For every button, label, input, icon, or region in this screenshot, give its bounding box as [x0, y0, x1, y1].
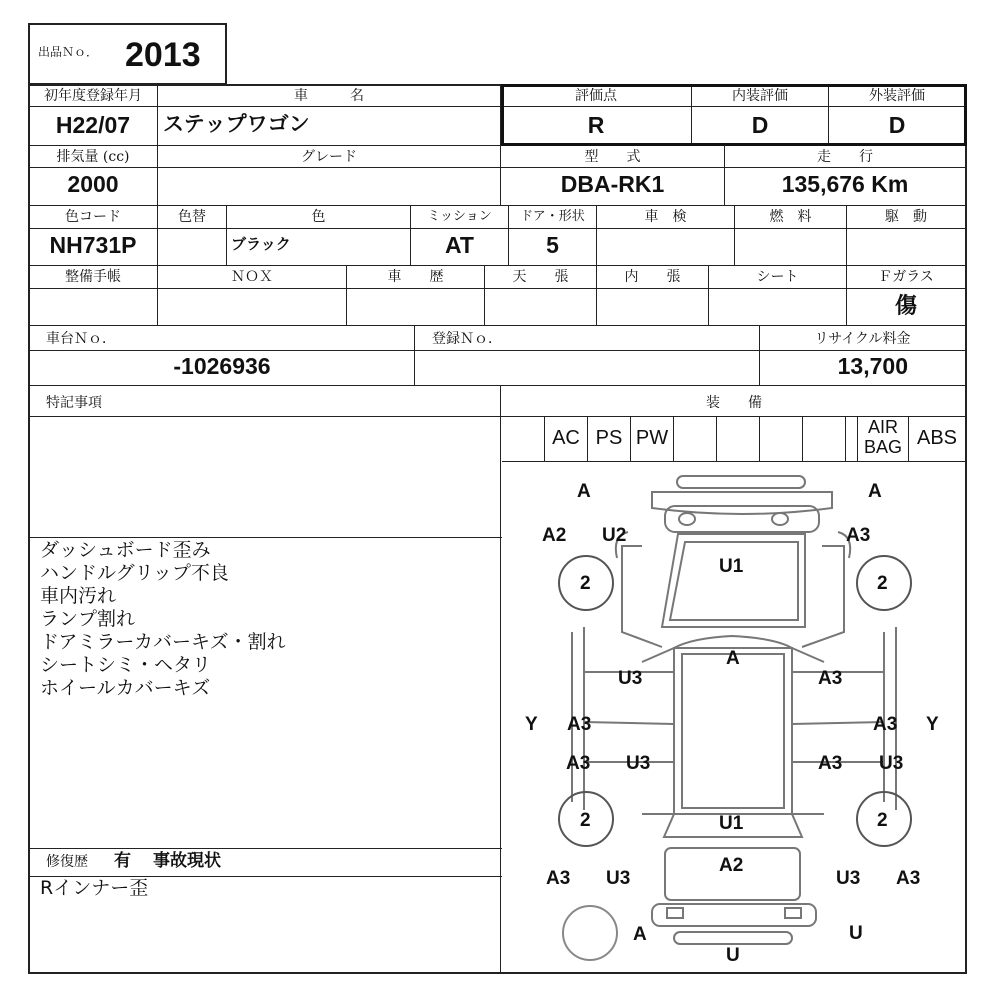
damage-mark: A3	[896, 868, 921, 889]
note-line: ハンドルグリップ不良	[40, 562, 229, 584]
nox-label: ＮＯＸ	[231, 269, 273, 285]
drive-label: 駆 動	[885, 209, 927, 225]
equipment-ps: PS	[595, 427, 623, 449]
chassis-value: -1026936	[173, 353, 271, 379]
equipment-abs: ABS	[916, 427, 958, 449]
damage-mark: A	[726, 648, 740, 669]
displacement-value: 2000	[67, 171, 119, 197]
damage-mark: 2	[580, 810, 591, 831]
damage-mark: U3	[626, 753, 651, 774]
damage-mark: U	[849, 923, 863, 944]
chassis-label: 車台Ｎｏ．	[46, 331, 116, 347]
first-reg-label: 初年度登録年月	[44, 88, 142, 104]
model-label: 型 式	[584, 149, 641, 165]
mission-value: AT	[445, 232, 474, 258]
inspection-label: 車 検	[644, 209, 687, 225]
damage-mark: Y	[926, 714, 939, 735]
damage-mark: U2	[602, 525, 627, 546]
damage-mark: 2	[580, 573, 591, 594]
lot-number: 2013	[125, 36, 201, 74]
car-name-value: ステップワゴン	[163, 113, 310, 136]
damage-mark: U3	[879, 753, 904, 774]
note-line: 車内汚れ	[40, 585, 117, 607]
exterior-label: 外装評価	[869, 88, 925, 104]
equipment-airbag: AIR BAG	[863, 417, 902, 457]
notes-label: 特記事項	[46, 395, 102, 411]
damage-mark: A3	[846, 525, 871, 546]
lot-label: 出品Ｎｏ．	[38, 45, 99, 59]
damage-mark: A	[633, 924, 647, 945]
note-line: シートシミ・ヘタリ	[40, 654, 212, 676]
mileage-label: 走 行	[817, 149, 873, 165]
recycle-value: 13,700	[837, 353, 908, 379]
accident-label: 事故現状	[153, 851, 221, 870]
note-line: ドアミラーカバーキズ・割れ	[40, 631, 286, 653]
grade-label: グレード	[301, 149, 357, 165]
damage-mark: A3	[818, 753, 843, 774]
interior-label: 内装評価	[732, 88, 788, 104]
score-value: R	[587, 112, 605, 138]
roof-label: 天 張	[512, 269, 569, 285]
note-line: ダッシュボード歪み	[40, 539, 211, 561]
model-value: DBA-RK1	[560, 171, 665, 197]
seat-label: シート	[756, 269, 799, 285]
maint-label: 整備手帳	[65, 269, 121, 285]
repaint-label: 色替	[178, 209, 206, 225]
damage-mark: A2	[719, 855, 744, 876]
damage-mark: U1	[719, 813, 744, 834]
damage-mark: U3	[606, 868, 631, 889]
displacement-label: 排気量 (cc)	[56, 149, 130, 165]
inner-label: 内 張	[624, 269, 681, 285]
note-line: ホイールカバーキズ	[40, 677, 211, 699]
equipment-ac: AC	[552, 427, 580, 449]
repair-label: 修復歴	[46, 854, 88, 870]
repair-detail: Rインナー歪	[40, 877, 149, 899]
mileage-value: 135,676 Km	[781, 171, 909, 197]
door-value: 5	[546, 232, 559, 258]
recycle-label: リサイクル料金	[814, 331, 911, 347]
damage-mark: A3	[567, 714, 592, 735]
first-reg-value: H22/07	[55, 112, 131, 138]
repair-status: 有	[114, 851, 131, 870]
damage-mark: A3	[873, 714, 898, 735]
exterior-value: D	[888, 112, 906, 138]
damage-mark: A2	[542, 525, 567, 546]
door-label: ドア・形状	[520, 209, 585, 224]
fuel-label: 燃 料	[769, 209, 812, 225]
damage-mark: A3	[546, 868, 571, 889]
color-label: 色	[311, 209, 326, 225]
color-code-label: 色コード	[65, 209, 121, 225]
mission-label: ミッション	[427, 209, 492, 224]
glass-label: Ｆガラス	[878, 269, 934, 285]
damage-mark: Y	[525, 714, 538, 735]
equipment-pw: PW	[635, 427, 669, 449]
glass-value: 傷	[894, 293, 917, 318]
damage-mark: 2	[877, 573, 888, 594]
damage-mark: U3	[836, 868, 861, 889]
damage-mark: A3	[566, 753, 591, 774]
damage-mark: A3	[818, 668, 843, 689]
damage-mark: 2	[877, 810, 888, 831]
history-label: 車 歴	[387, 269, 444, 285]
damage-mark: U3	[618, 668, 643, 689]
reg-no-label: 登録Ｎｏ．	[432, 331, 502, 347]
equipment-label: 装 備	[706, 395, 762, 411]
note-line: ランプ割れ	[40, 608, 136, 630]
color-value: ブラック	[231, 236, 291, 253]
damage-mark: U1	[719, 556, 744, 577]
damage-mark: A	[577, 481, 591, 502]
damage-mark: U	[726, 945, 740, 966]
damage-mark: A	[868, 481, 882, 502]
car-name-label: 車 名	[294, 88, 364, 104]
score-label: 評価点	[575, 88, 617, 104]
color-code-value: NH731P	[49, 232, 137, 258]
interior-value: D	[751, 112, 769, 138]
